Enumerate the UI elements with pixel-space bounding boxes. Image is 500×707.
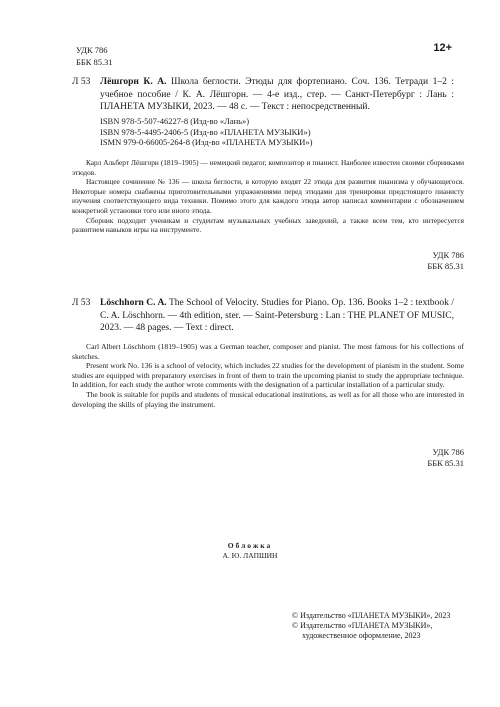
abstract-paragraph: Карл Альберт Лёшгорн (1819–1905) — немецкий педагог, композитор и пианист. Наиболее известен своими сборниками этюдов. [72, 158, 464, 177]
udc-code: УДК 786 [76, 45, 108, 55]
abstract-paragraph: Сборник подходит ученикам и студентам музыкальных учебных заведений, а также всем тем, кто интересуется развитием навыков игры на инструменте. [72, 215, 464, 235]
abstract-paragraph: Carl Albert Löschhorn (1819–1905) was a German teacher, composer and pianist. The most famous for his collections of sketches. [72, 342, 464, 361]
copyright-line: © Издательство «ПЛАНЕТА МУЗЫКИ», [292, 621, 433, 630]
isbn-line: ISBN 978-5-4495-2406-5 (Изд-во «ПЛАНЕТА МУЗЫКИ») [100, 126, 311, 137]
bbk-code: ББК 85.31 [427, 458, 464, 468]
entry-description: Школа беглости. Этюды для фортепиано. Соч. 136. Тетради 1–2 : учебное пособие / К. А. Лёшгорн. — 4-е изд., стер. — Санкт-Петербург : Лань : ПЛАНЕТА МУЗЫКИ, 2023. — 48 с. — Текст : непосредственный. [100, 77, 455, 112]
ru-udc-block [427, 250, 464, 272]
en-abstract [72, 342, 464, 409]
isbn-line: ISBN 978-5-507-46227-8 (Изд-во «Лань») [100, 116, 250, 126]
age-rating-badge: 12+ [433, 42, 452, 54]
entry-text [100, 297, 454, 335]
entry-code: Л 53 [72, 77, 91, 87]
udc-code: УДК 786 [432, 447, 464, 457]
copyright-line: художественное оформление, 2023 [302, 631, 421, 640]
ru-abstract [72, 158, 464, 235]
en-udc-block [427, 447, 464, 469]
copyright-block [292, 611, 450, 641]
isbn-list [100, 116, 312, 148]
abstract-paragraph: The book is suitable for pupils and students of musical educational institutions, as well as for all those who are interested in developing the skills of playing the instrument. [72, 389, 464, 409]
entry-author: Лёшгорн К. А. [100, 77, 167, 87]
isbn-line: ISMN 979-0-66005-264-8 (Изд-во «ПЛАНЕТА МУЗЫКИ») [100, 137, 313, 147]
bbk-code: ББК 85.31 [427, 261, 464, 271]
cover-credit [0, 541, 500, 561]
cover-designer: А. Ю. ЛАПШИН [222, 551, 278, 560]
cover-caption: Обложка [227, 541, 273, 550]
bbk-code: ББК 85.31 [76, 57, 113, 67]
entry-author: Löschhorn C. A. [100, 298, 167, 308]
entry-text [100, 76, 454, 114]
abstract-paragraph: Настоящее сочинение № 136 — школа беглости, в которую входят 22 этюда для развития пианизма у обучающегося. Некоторые номера снабжены приготовительными упражнениями перед этюдами для тренировки предстоящего пианисту изучения соответствующего вида техники. Помимо этого для каждого этюда автор написал комментарии с обозначением конкретной установки того или иного этюда. [72, 177, 464, 215]
udc-block-top [76, 44, 113, 68]
abstract-paragraph: Present work No. 136 is a school of velocity, which includes 22 studies for the development of pianism in the student. Some studies are equipped with preparatory exercises in front of them to train the upcoming pianist to study the appropriate technique. In addition, for each study the author wrote comments with the designation of a particular installation of a particular study. [72, 361, 464, 390]
entry-description: The School of Velocity. Studies for Piano. Op. 136. Books 1–2 : textbook / C. A. Löschhorn. — 4th edition, ster. — Saint-Petersburg : Lan : THE PLANET OF MUSIC, 2023. — 48 pages. — Text : direct. [100, 298, 454, 333]
udc-code: УДК 786 [432, 250, 464, 260]
copyright-line: © Издательство «ПЛАНЕТА МУЗЫКИ», 2023 [292, 611, 451, 620]
ru-catalog-entry [72, 76, 454, 114]
en-catalog-entry [72, 297, 454, 335]
entry-code: Л 53 [72, 298, 91, 308]
